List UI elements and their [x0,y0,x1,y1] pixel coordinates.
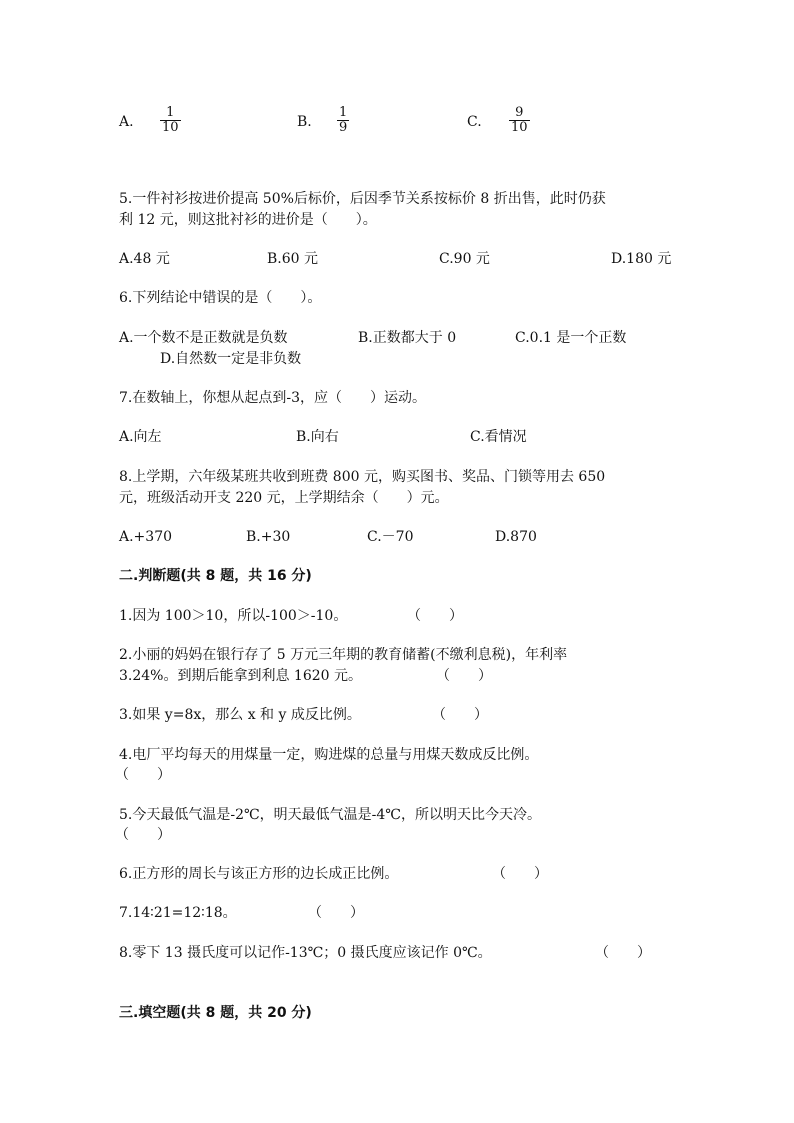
option-b: B.+30 [246,529,291,545]
option-c: C.－70 [367,529,414,545]
option-d: D.自然数一定是非负数 [160,351,302,367]
option-b: B.60 元 [267,251,319,267]
tf-item-7-text: 7.14∶21=12∶18。 [119,905,237,921]
section-title: 二.判断题(共 8 题，共 16 分) [119,568,312,584]
tf-item-8-text: 8.零下 13 摄氏度可以记作-13℃；0 摄氏度应该记作 0℃。 [119,945,492,961]
fraction-denominator: 10 [162,120,179,135]
option-a: A.一个数不是正数就是负数 [119,330,288,346]
tf-item-3-text: 3.如果 y=8x，那么 x 和 y 成反比例。 [119,707,361,723]
tf-item-8-paren: （ ） [595,945,651,961]
tf-item-5-paren: （ ） [115,827,171,843]
q4-option-a-label: A. [119,114,134,130]
tf-item-4-paren: （ ） [115,767,171,783]
option-b: B.正数都大于 0 [358,330,457,346]
option-a: A.48 元 [119,251,170,267]
q4-option-b-label: B. [297,114,312,130]
q4-option-b-fraction [337,106,349,135]
option-a: A.向左 [119,429,162,445]
tf-item-3-paren: （ ） [432,707,488,723]
tf-item-6-paren: （ ） [492,866,548,882]
option-d: D.180 元 [611,251,672,267]
fraction-numerator: 1 [339,105,348,120]
fraction-numerator: 9 [515,105,524,120]
option-a: A.+370 [119,529,173,545]
tf-item-2-text-cont: 3.24%。到期后能拿到利息 1620 元。 [119,668,363,684]
q4-option-c-fraction [509,106,530,135]
option-d: D.870 [495,529,537,545]
tf-item-1-text: 1.因为 100＞10，所以-100＞-10。 [119,608,348,624]
option-c: C.90 元 [439,251,490,267]
fraction-denominator: 10 [511,120,528,135]
tf-item-2-paren: （ ） [436,668,492,684]
q4-option-c-label: C. [467,114,482,130]
question-stem: 利 12 元，则这批衬衫的进价是（ ）。 [119,212,377,228]
option-c: C.0.1 是一个正数 [515,330,627,346]
question-stem: 元，班级活动开支 220 元，上学期结余（ ）元。 [119,490,449,506]
tf-item-6-text: 6.正方形的周长与该正方形的边长成正比例。 [119,866,399,882]
question-stem: 7.在数轴上，你想从起点到-3，应（ ）运动。 [119,390,426,406]
tf-item-1-paren: （ ） [407,608,463,624]
fraction-denominator: 9 [339,120,348,135]
tf-item-7-paren: （ ） [308,905,364,921]
section-title: 三.填空题(共 8 题，共 20 分) [119,1005,312,1021]
question-stem: 6.下列结论中错误的是（ ）。 [119,290,322,306]
question-stem: 8.上学期，六年级某班共收到班费 800 元，购买图书、奖品、门锁等用去 650 [119,469,606,485]
option-c: C.看情况 [470,429,527,445]
tf-item-4-text: 4.电厂平均每天的用煤量一定，购进煤的总量与用煤天数成反比例。 [119,747,539,763]
option-b: B.向右 [296,429,339,445]
question-stem: 5.一件衬衫按进价提高 50%后标价，后因季节关系按标价 8 折出售，此时仍获 [119,191,606,207]
tf-item-2-text: 2.小丽的妈妈在银行存了 5 万元三年期的教育储蓄(不缴利息税)，年利率 [119,647,568,663]
tf-item-5-text: 5.今天最低气温是-2℃，明天最低气温是-4℃，所以明天比今天冷。 [119,807,541,823]
fraction-numerator: 1 [166,105,175,120]
q4-option-a-fraction [160,106,181,135]
